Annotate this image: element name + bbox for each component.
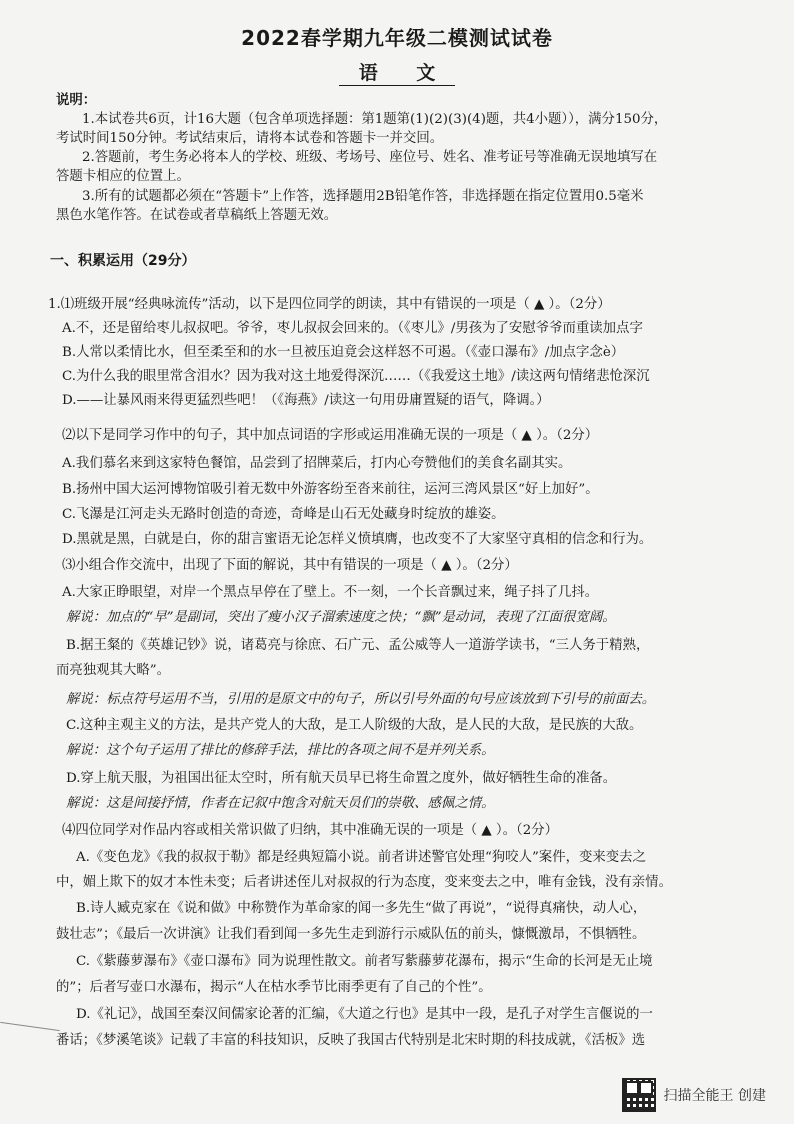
question-option: B.扬州中国大运河博物馆吸引着无数中外游客纷至沓来前往，运河三湾风景区“好上加好”。 [62,482,599,497]
instruction-line: 考试时间150分钟。考试结束后，请将本试卷和答题卡一并交回。 [56,131,444,146]
instruction-line: 答题卡相应的位置上。 [56,169,190,184]
question-stem: ⑵以下是同学习作中的句子，其中加点词语的字形或运用准确无误的一项是（ ▲ ）。（2分） [62,428,599,443]
question-stem: ⑶小组合作交流中，出现了下面的解说，其中有错误的一项是（ ▲ ）。（2分） [62,558,518,573]
question-option: A.不，还是留给枣儿叔叔吧。爷爷，枣儿叔叔会回来的。（《枣儿》/男孩为了安慰爷爷而重读加点字 [62,321,643,336]
instruction-line: 黑色水笔作答。在试卷或者草稿纸上答题无效。 [56,208,338,223]
instructions-label: 说明： [56,93,97,108]
subject-text: 语 文 [339,62,456,86]
instruction-line: 1.本试卷共6页，计16大题（包含单项选择题：第1题第(1)(2)(3)(4)题，共4小题）），满分150分， [82,112,668,127]
question-option: C.飞瀑是江河走头无路时创造的奇迹，奇峰是山石无处藏身时绽放的雄姿。 [62,507,505,522]
scanner-text: 扫描全能王 创建 [663,1088,766,1104]
question-line: B.据王粲的《英雄记钞》说，诸葛亮与徐庶、石广元、孟公威等人一道游学读书，“三人务于精熟， [66,638,650,653]
explanation-line: 解说：这个句子运用了排比的修辞手法，排比的各项之间不是并列关系。 [66,743,495,758]
instruction-line: 3.所有的试题都必须在“答题卡”上作答，选择题用2B铅笔作答，非选择题在指定位置用0.5毫米 [82,189,644,204]
section-heading: 一、积累运用（29分） [50,253,196,269]
question-line: D.《礼记》，战国至秦汉间儒家论著的汇编，《大道之行也》是其中一段，是孔子对学生言偃说的一 [76,1007,653,1022]
question-line: C.《紫藤萝瀑布》《壶口瀑布》同为说理性散文。前者写紫藤萝花瀑布，揭示“生命的长河是无止境 [76,954,653,969]
question-line: A.大家正睁眼望，对岸一个黑点早停在了壁上。不一刻，一个长音飘过来，绳子抖了几抖。 [62,585,599,600]
question-option: B.人常以柔情比水，但至柔至和的水一旦被压迫竟会这样怒不可遏。（《壶口瀑布》/加点字念è） [62,345,625,360]
instruction-line: 2.答题前，考生务必将本人的学校、班级、考场号、座位号、姓名、准考证号等准确无误地填写在 [82,150,658,165]
question-option: D.——让暴风雨来得更猛烈些吧！（《海燕》/读这一句用毋庸置疑的语气，降调。） [62,393,550,408]
question-line: 番话；《梦溪笔谈》记载了丰富的科技知识，反映了我国古代特别是北宋时期的科技成就，《活板》选 [56,1033,646,1048]
question-line: C.这种主观主义的方法，是共产党人的大敌，是工人阶级的大敌，是人民的大敌，是民族的大敌。 [66,718,643,733]
qr-code-icon [622,1078,656,1112]
exam-title: 2022春学期九年级二模测试试卷 [241,26,553,50]
question-line: D.穿上航天服，为祖国出征太空时，所有航天员早已将生命置之度外，做好牺牲生命的准备。 [66,771,617,786]
question-stem: 1.⑴班级开展“经典咏流传”活动，以下是四位同学的朗读，其中有错误的一项是（ ▲ ）。（2分） [48,297,611,312]
question-line: 中，媚上欺下的奴才本性未变；后者讲述侄儿对叔叔的行为态度，变来变去之中，唯有金钱，没有亲情。 [56,875,672,890]
question-option: C.为什么我的眼里常含泪水？因为我对这土地爱得深沉……（《我爱这土地》/读这两句情绪悲怆深沉 [62,369,650,384]
question-line: 鼓壮志”；《最后一次讲演》让我们看到闻一多先生走到游行示威队伍的前头，慷慨激昂，不惧牺牲。 [56,927,646,942]
explanation-line: 解说：加点的“早”是副词，突出了瘦小汉子溜索速度之快；“飘”是动词，表现了江面很宽阔。 [66,610,616,625]
question-stem: ⑷四位同学对作品内容或相关常识做了归纳，其中准确无误的一项是（ ▲ ）。（2分） [62,823,558,838]
question-line: B.诗人臧克家在《说和做》中称赞作为革命家的闻一多先生“做了再说”，“说得真痛快，动人心， [76,901,647,916]
scan-edge-mark [0,1022,60,1031]
subject-title [0,58,794,85]
question-option: D.黑就是黑，白就是白，你的甜言蜜语无论怎样义愤填膺，也改变不了大家坚守真相的信念和行为。 [62,532,653,547]
question-line: A.《变色龙》《我的叔叔于勒》都是经典短篇小说。前者讲述警官处理“狗咬人”案件，变来变去之 [76,850,646,865]
scanner-watermark [622,1078,766,1112]
explanation-line: 解说：标点符号运用不当，引用的是原文中的句子，所以引号外面的句号应该放到下引号的前面去。 [66,692,656,707]
question-line: 而亮独观其大略”。 [56,663,170,678]
question-option: A.我们慕名来到这家特色餐馆，品尝到了招牌菜后，打内心夸赞他们的美食名副其实。 [62,456,572,471]
question-line: 的”；后者写壶口水瀑布，揭示“人在枯水季节比雨季更有了自己的个性”。 [56,980,492,995]
explanation-line: 解说：这是间接抒情，作者在记叙中饱含对航天员们的崇敬、感佩之情。 [66,796,495,811]
